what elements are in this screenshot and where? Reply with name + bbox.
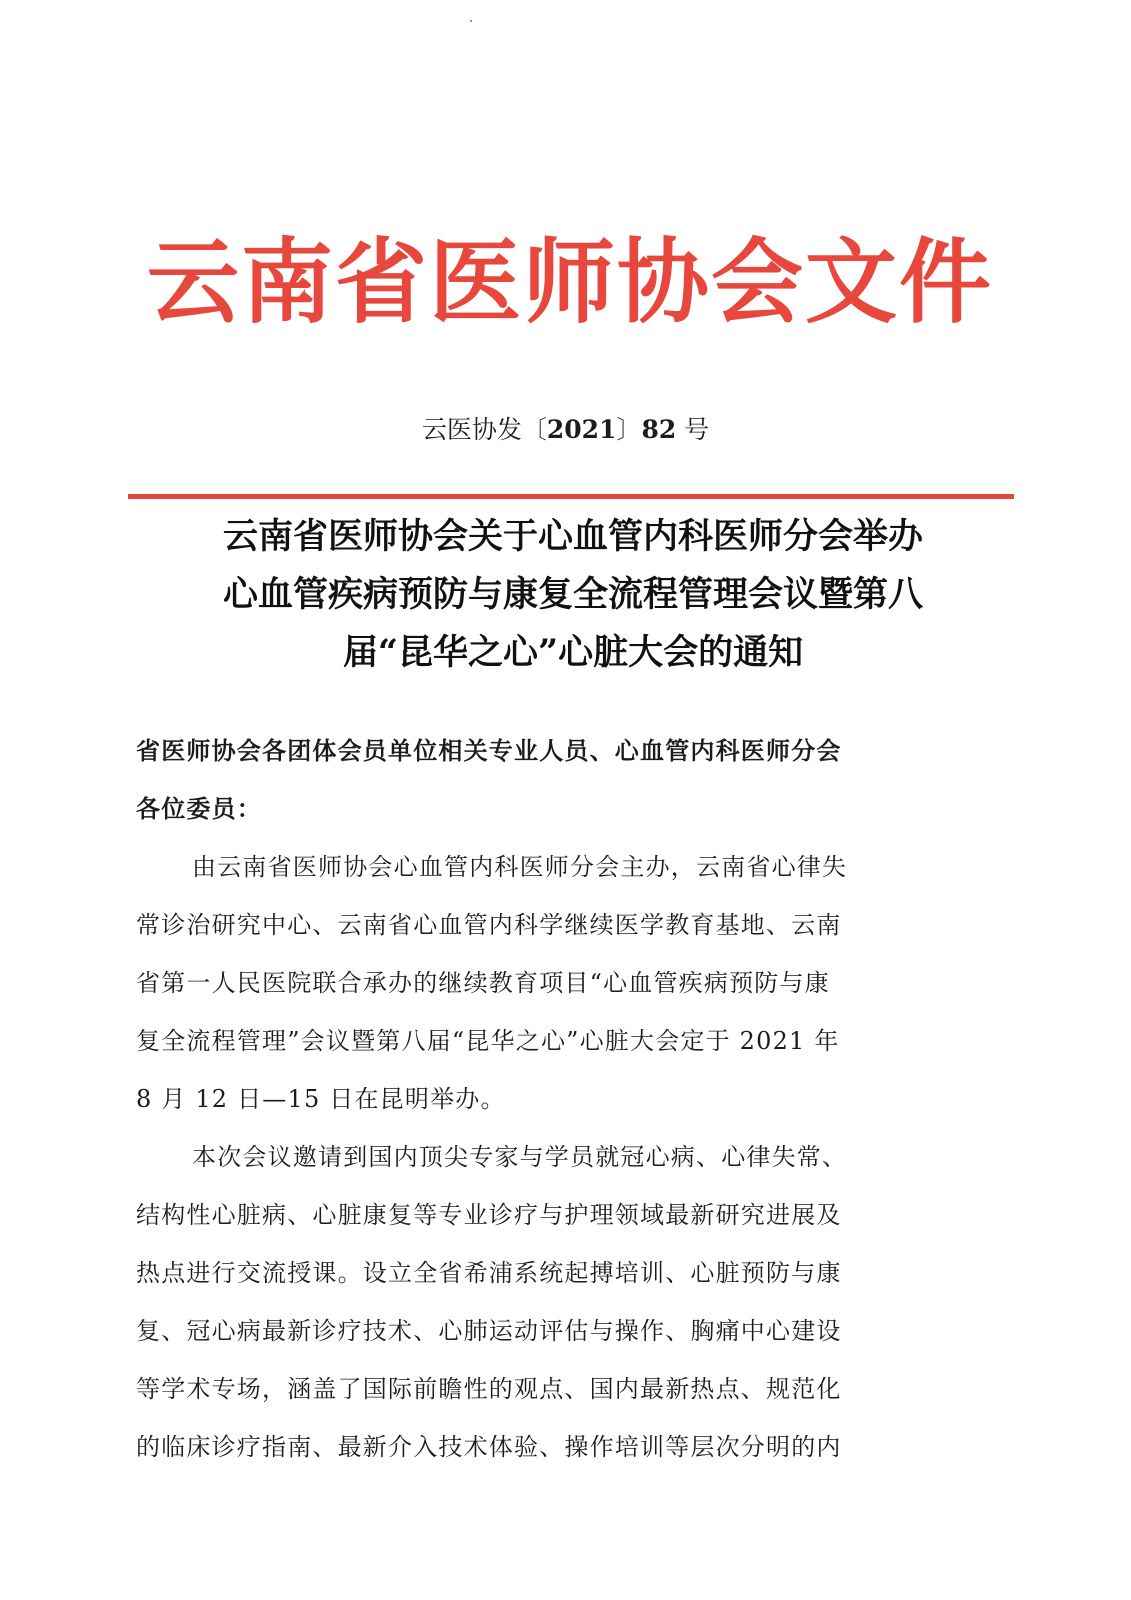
paragraph2-line: 复、冠心病最新诊疗技术、心肺运动评估与操作、胸痛中心建设 <box>136 1317 842 1345</box>
notice-title <box>128 508 1018 682</box>
paragraph1-line: 8 月 12 日—15 日在昆明举办。 <box>136 1085 506 1113</box>
paragraph2-line: 结构性心脏病、心脏康复等专业诊疗与护理领域最新研究进展及 <box>136 1201 842 1229</box>
paragraph2-line: 的临床诊疗指南、最新介入技术体验、操作培训等层次分明的内 <box>136 1433 842 1461</box>
paragraph1-line: 常诊治研究中心、云南省心血管内科学继续医学教育基地、云南 <box>136 911 842 939</box>
paragraph2-line: 等学术专场，涵盖了国际前瞻性的观点、国内最新热点、规范化 <box>136 1375 842 1403</box>
doc-number-prefix: 云医协发〔 <box>421 415 547 444</box>
scan-speck <box>470 20 472 22</box>
salutation-line: 各位委员： <box>136 794 262 823</box>
doc-number-middle: 〕 <box>616 415 642 444</box>
paragraph2-line: 热点进行交流授课。设立全省希浦系统起搏培训、心脏预防与康 <box>136 1259 842 1287</box>
doc-number-suffix: 号 <box>676 415 710 444</box>
doc-number-year: 2021 <box>546 415 617 444</box>
paragraph1-line: 省第一人民医院联合承办的继续教育项目“心血管疾病预防与康 <box>136 969 830 997</box>
document-masthead: 云南省医师协会文件 <box>146 228 993 336</box>
paragraph1-line: 由云南省医师协会心血管内科医师分会主办，云南省心律失 <box>192 853 848 881</box>
paragraph1-line: 复全流程管理”会议暨第八届“昆华之心”心脏大会定于 2021 年 <box>136 1027 840 1055</box>
title-line: 云南省医师协会关于心血管内科医师分会举办 <box>222 516 923 557</box>
notice-body <box>136 722 1016 1476</box>
doc-number-value: 82 <box>641 415 677 444</box>
paragraph2-line: 本次会议邀请到国内顶尖专家与学员就冠心病、心律失常、 <box>192 1143 848 1171</box>
red-separator-line <box>128 494 1014 499</box>
title-line: 心血管疾病预防与康复全流程管理会议暨第八 <box>222 574 923 615</box>
title-line: 届“昆华之心”心脏大会的通知 <box>342 632 804 673</box>
document-number <box>0 412 1131 448</box>
salutation-line: 省医师协会各团体会员单位相关专业人员、心血管内科医师分会 <box>136 736 842 765</box>
